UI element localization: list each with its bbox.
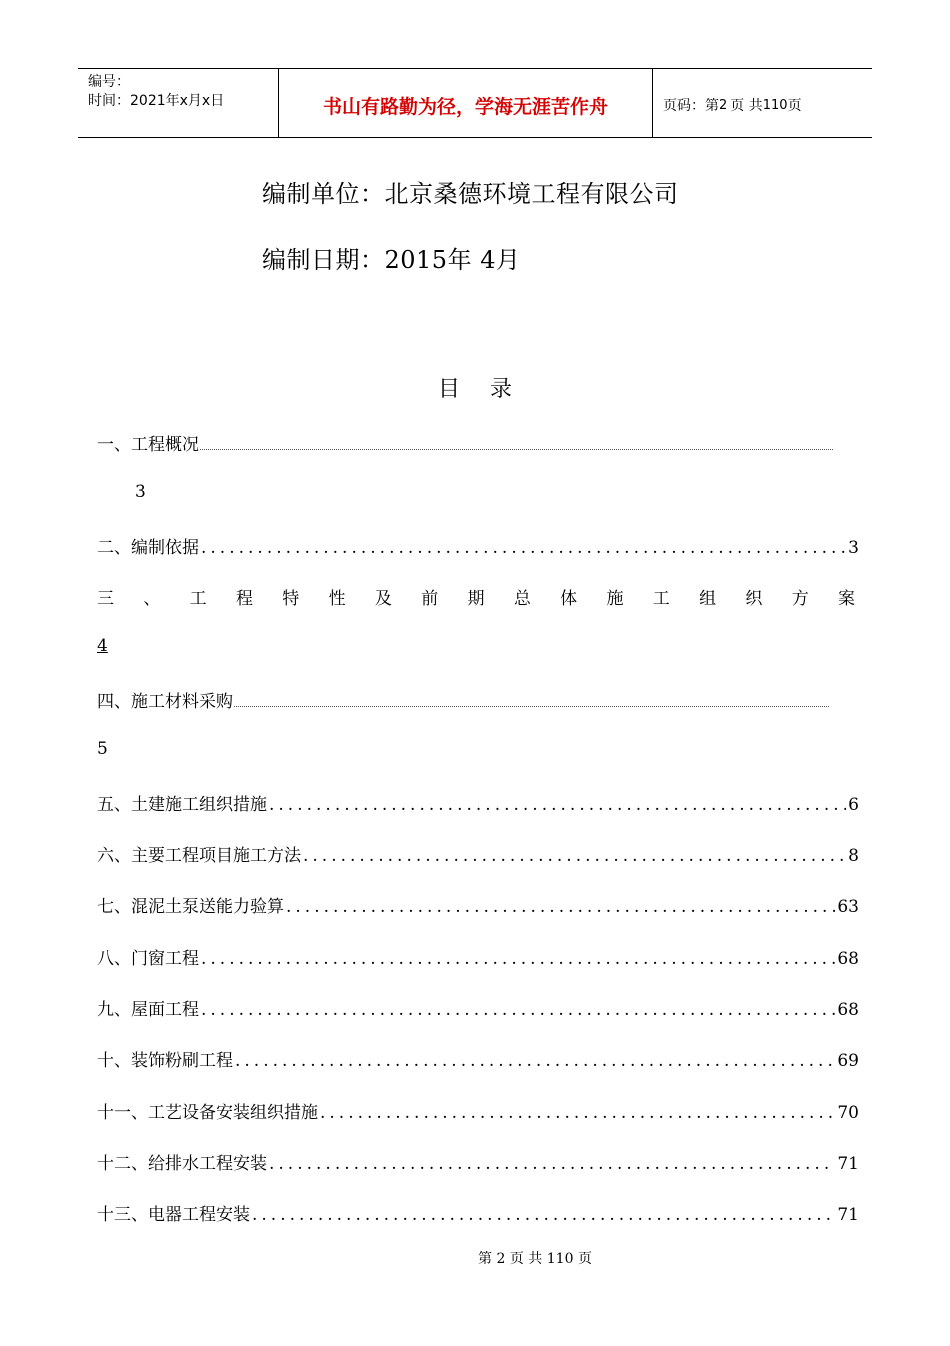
toc-entry-page: 8	[848, 846, 859, 866]
toc-leader-dots	[284, 897, 835, 917]
toc-entry-4[interactable]	[97, 687, 859, 712]
page-footer	[0, 1248, 950, 1268]
page-header	[78, 68, 872, 138]
toc-entry[interactable]	[97, 1200, 859, 1225]
toc-entry-2[interactable]	[97, 533, 859, 558]
toc-leader-dots	[318, 1103, 835, 1123]
toc-entry[interactable]	[97, 995, 859, 1020]
header-page-prefix: 页码：第	[663, 98, 719, 114]
toc-leader-dots	[250, 1205, 835, 1225]
toc-entry-char: 工	[652, 589, 670, 609]
toc-entry-page: 63	[837, 897, 859, 917]
toc-entry-label: 八、门窗工程	[97, 949, 199, 969]
toc-entry[interactable]	[97, 944, 859, 969]
toc-entry-char: 方	[791, 589, 809, 609]
header-page-info	[653, 69, 872, 137]
toc-entry-char: 期	[467, 589, 485, 609]
toc-entry-char: 组	[699, 589, 717, 609]
toc-title: 目录	[437, 377, 542, 402]
toc-entry-label: 七、混泥土泵送能力验算	[97, 897, 284, 917]
toc-entry-char: 施	[606, 589, 624, 609]
toc-entry-char: 、	[143, 589, 161, 609]
toc-leader-line	[234, 696, 829, 707]
compiling-date: 编制日期：2015年 4月	[262, 246, 521, 274]
toc-leader-dots	[267, 795, 846, 815]
footer-prefix: 第	[478, 1251, 493, 1267]
toc-entry-page: 70	[837, 1103, 859, 1123]
toc-entry-3[interactable]	[97, 584, 855, 609]
toc-entry-char: 三	[97, 589, 114, 609]
toc-entry-1-page: 3	[135, 482, 146, 502]
header-page-middle: 页 共	[730, 98, 763, 114]
header-motto: 书山有路勤为径，学海无涯苦作舟	[279, 69, 653, 137]
toc-entry-page: 6	[848, 795, 859, 815]
footer-suffix: 页	[577, 1251, 592, 1267]
toc-entry[interactable]	[97, 1046, 859, 1071]
toc-entry-char: 织	[745, 589, 763, 609]
toc-entry-label: 十一、工艺设备安装组织措施	[97, 1103, 318, 1123]
toc-entry-page: 68	[837, 949, 859, 969]
footer-middle: 页 共	[509, 1251, 543, 1267]
toc-entry-label: 五、土建施工组织措施	[97, 795, 267, 815]
toc-entry-page: 71	[837, 1154, 859, 1174]
toc-entry-label: 九、屋面工程	[97, 1000, 199, 1020]
toc-entry-4-page: 5	[97, 739, 108, 759]
toc-entry[interactable]	[97, 790, 859, 815]
toc-entry-char: 性	[328, 589, 346, 609]
toc-leader-dots	[199, 1000, 835, 1020]
toc-entry-page: 69	[837, 1051, 859, 1071]
toc-entry-page: 71	[837, 1205, 859, 1225]
toc-entry[interactable]	[97, 1149, 859, 1174]
toc-leader-dots	[301, 846, 846, 866]
toc-entry[interactable]	[97, 892, 859, 917]
toc-entry-page: 3	[848, 538, 859, 558]
toc-entry[interactable]	[97, 841, 859, 866]
toc-entry-char: 总	[513, 589, 531, 609]
toc-entry-page: 68	[837, 1000, 859, 1020]
toc-leader-dots	[199, 538, 846, 558]
toc-entry-label: 四、施工材料采购	[97, 692, 233, 712]
toc-entry-char: 案	[838, 589, 855, 609]
header-meta	[78, 69, 279, 137]
toc-entry-char: 程	[235, 589, 253, 609]
toc-entry-label: 六、主要工程项目施工方法	[97, 846, 301, 866]
toc-entry-label: 十三、电器工程安装	[97, 1205, 250, 1225]
toc-entry[interactable]	[97, 1098, 859, 1123]
compiling-unit: 编制单位：北京桑德环境工程有限公司	[262, 180, 679, 208]
toc-leader-dots	[267, 1154, 835, 1174]
toc-leader-line	[200, 439, 833, 450]
toc-leader-dots	[233, 1051, 835, 1071]
footer-current-page: 2	[496, 1251, 506, 1267]
toc-entry-label: 十、装饰粉刷工程	[97, 1051, 233, 1071]
header-page-total: 110	[762, 97, 788, 113]
toc-entry-char: 及	[374, 589, 392, 609]
header-page-suffix: 页	[787, 98, 802, 114]
header-page-current: 2	[719, 97, 728, 113]
toc-entry-char: 工	[189, 589, 207, 609]
document-time: 时间：2021年x月x日	[88, 93, 225, 109]
toc-entry-3-page: 4	[97, 636, 108, 656]
toc-entry-label: 十二、给排水工程安装	[97, 1154, 267, 1174]
toc-entry-char: 前	[421, 589, 439, 609]
document-number-label: 编号：	[88, 74, 130, 90]
toc-entry-label: 一、工程概况	[97, 435, 199, 455]
toc-leader-dots	[199, 949, 835, 969]
toc-entry-char: 体	[560, 589, 578, 609]
toc-entry-1[interactable]	[97, 430, 859, 455]
footer-total-pages: 110	[546, 1251, 574, 1267]
toc-entry-label: 二、编制依据	[97, 538, 199, 558]
toc-entry-char: 特	[282, 589, 300, 609]
